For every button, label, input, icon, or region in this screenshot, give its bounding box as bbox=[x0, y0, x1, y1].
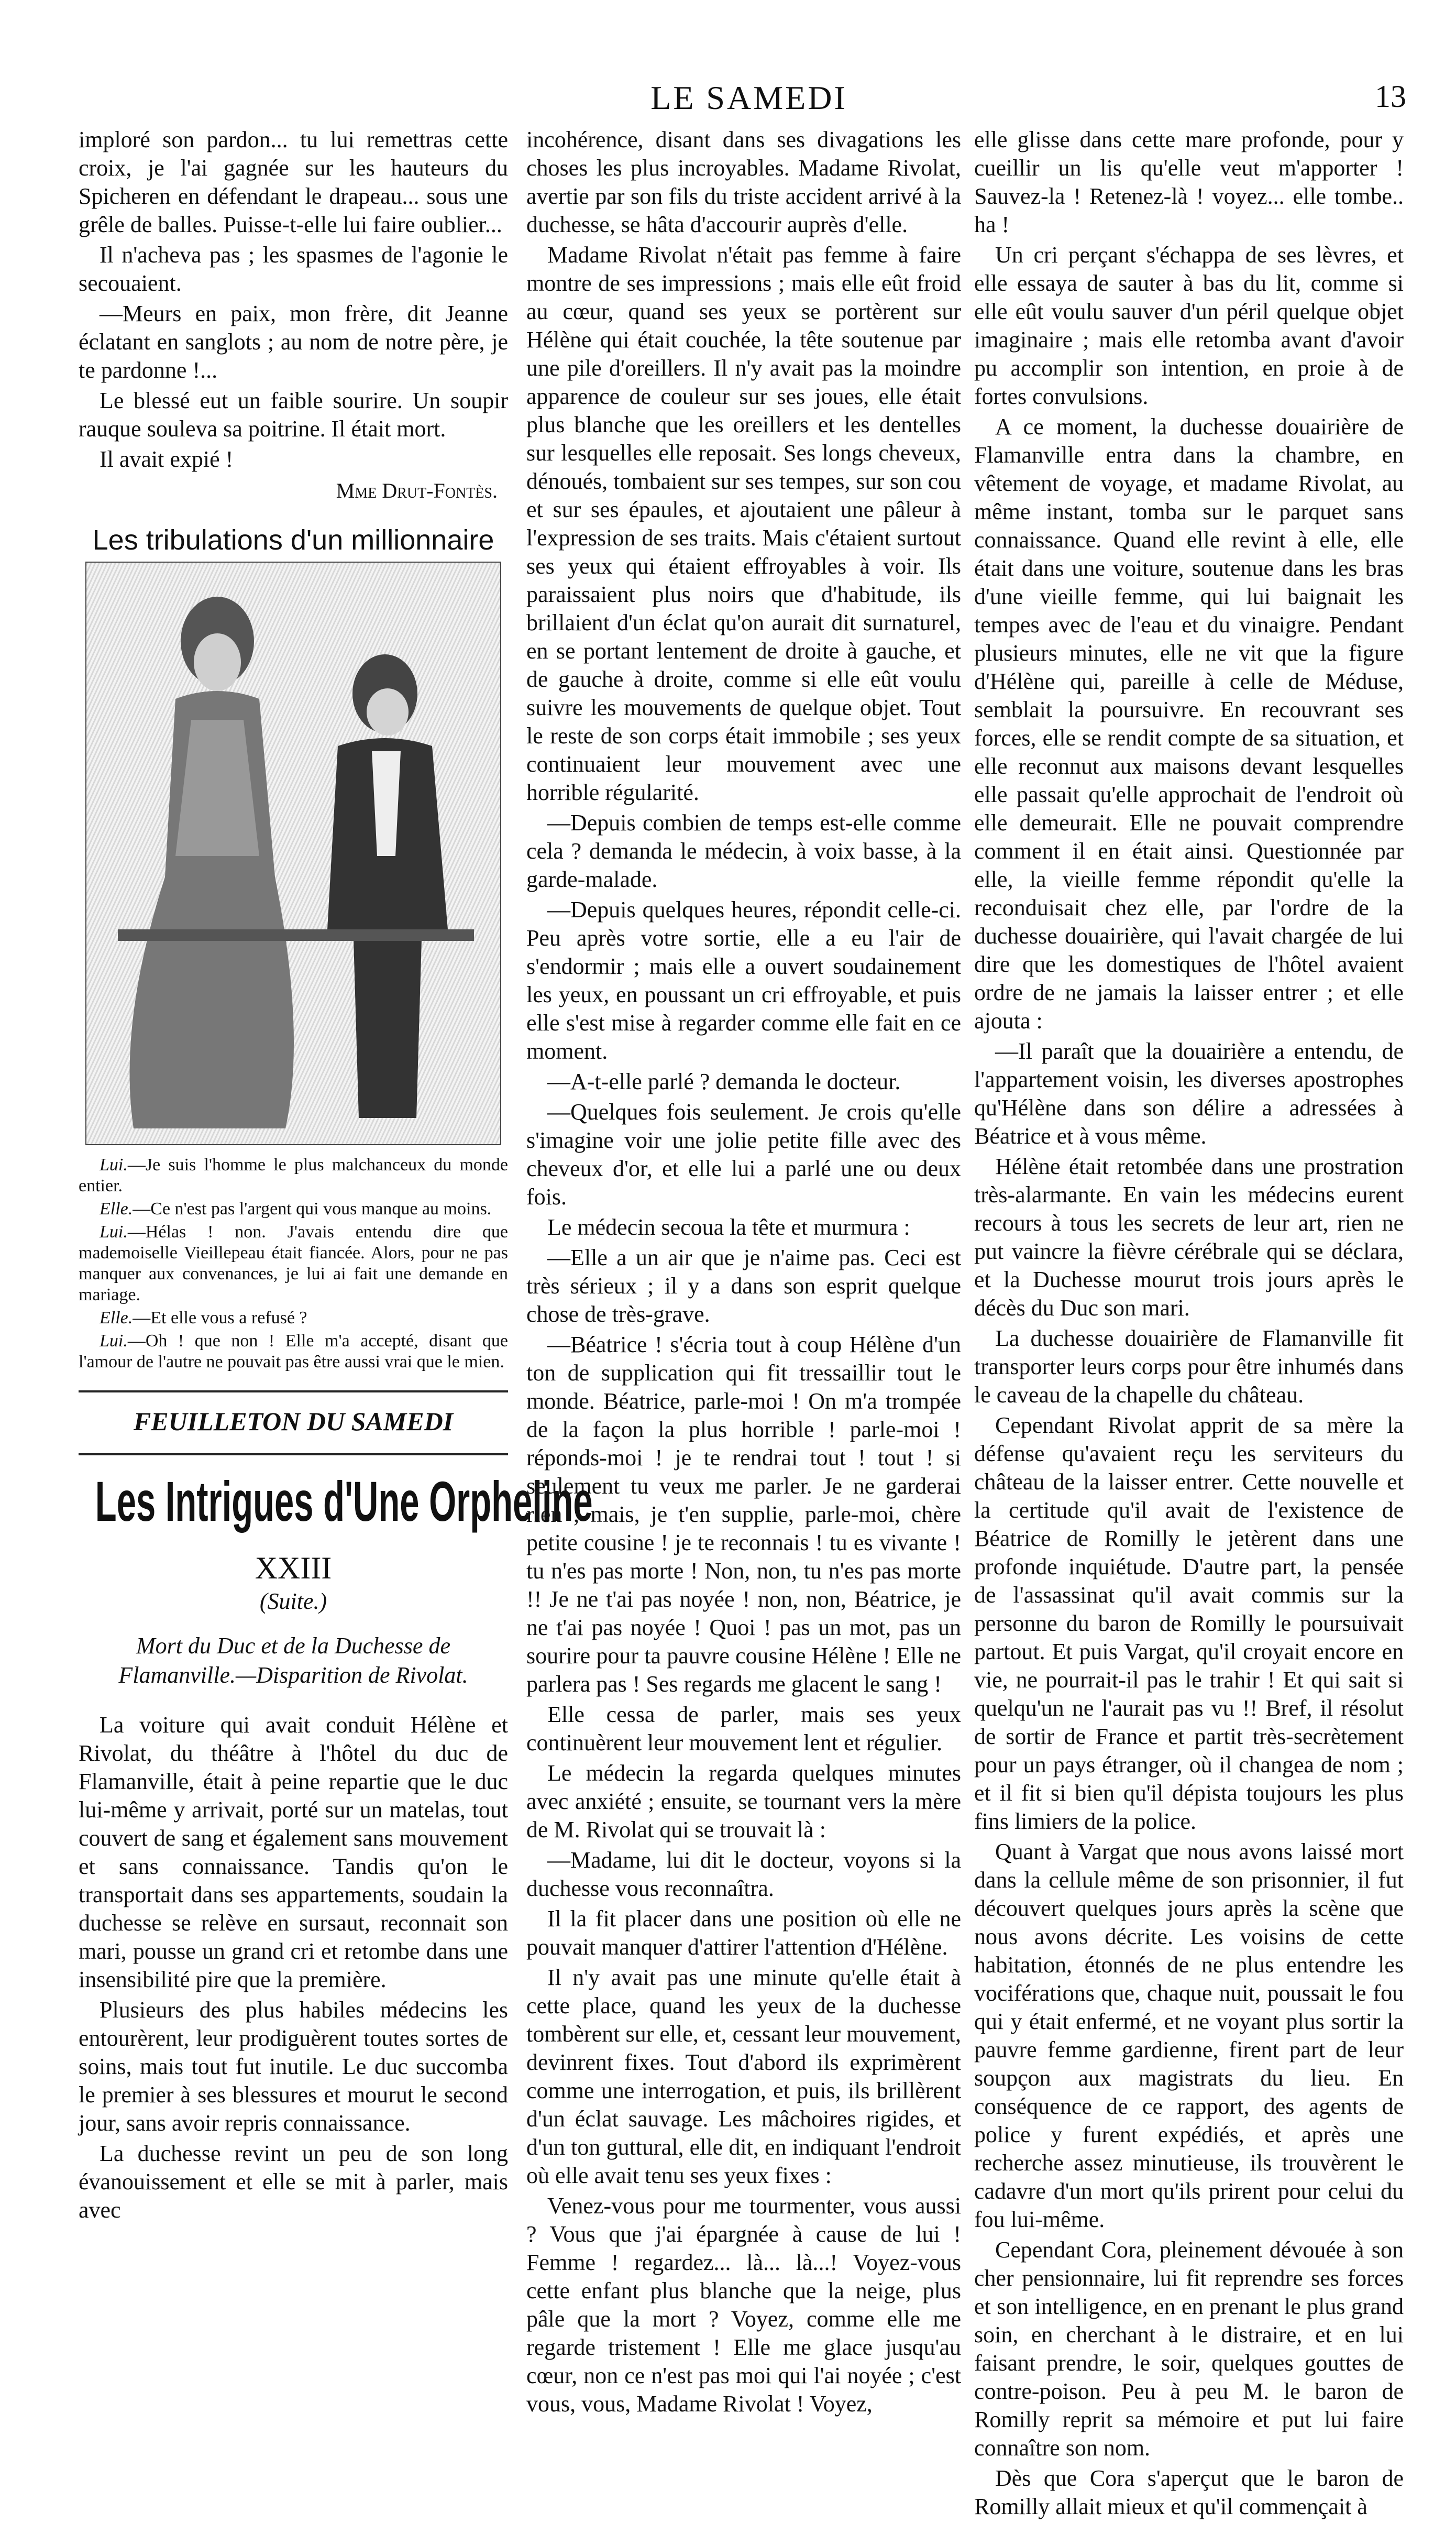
paragraph: —Depuis combien de temps est-elle comme cela ? demanda le médecin, à voix basse, à la garde-malade. bbox=[526, 810, 961, 892]
column-3 bbox=[974, 126, 1404, 2523]
caption-text: —Et elle vous a refusé ? bbox=[133, 1308, 307, 1328]
masthead: LE SAMEDI bbox=[650, 79, 847, 116]
paragraph: Un cri perçant s'échappa de ses lèvres, et elle essaya de sauter à bas du lit, comme si elle eût voulu sauver d'un péril quelque objet imaginaire ; mais elle retomba avant d'avoir pu accomplir son intention, en proie à de fortes convulsions. bbox=[974, 242, 1404, 409]
paragraph: La voiture qui avait conduit Hélène et Rivolat, du théâtre à l'hôtel du duc de Flamanville, était à peine repartie que le duc lui-même y arrivait, porté sur un matelas, tout couvert de sang et également sans mouvement et sans connaissance. Tandis qu'on le transportait dans ses appartements, soudain la duchesse se relève en sursaut, reconnait son mari, pousse un grand cri et retombe dans une insensibilité pire que la première. bbox=[79, 1712, 508, 1992]
paragraph: Cependant Rivolat apprit de sa mère la défense qu'avaient reçu les serviteurs du château de la laisser entrer. Cette nouvelle et la certitude qu'il avait de l'existence de Béatrice de Romilly le jetèrent dans une profonde inquiétude. D'autre part, la pensée de l'assassinat qu'il avait commis sur la personne du baron de Romilly le poursuivait partout. Et puis Vargat, qu'il croyait encore en vie, ne pourrait-il pas le trahir ! Et qui sait si quelqu'un ne l'aurait pas vu !! Bref, il résolut de sortir de France et partit très-secrètement pour un pays étranger, où il changea de nom ; et il fit si bien qu'il dépista toujours les plus fins limiers de la police. bbox=[974, 1412, 1404, 1834]
cartoon-caption bbox=[79, 1199, 508, 1220]
feuilleton-heading: FEUILLETON DU SAMEDI bbox=[133, 1407, 454, 1436]
paragraph: —Béatrice ! s'écria tout à coup Hélène d'un ton de supplication qui fit tressaillir tout le monde. Béatrice, parle-moi ! On m'a trompée de la façon la plus horrible ! parle-moi ! réponds-moi ! je te rendrai tout ! tout ! si seulement tu veux me parler. Je ne garderai rien ; mais, je t'en supplie, parle-moi, chère petite cousine ! je te reconnais ! tu es vivante ! tu n'es pas morte ! Non, non, tu n'es pas morte !! Je ne t'ai pas noyée ! non, non, Béatrice, je ne t'ai pas noyée ! Quoi ! pas un mot, pas un sourire pour ta pauvre cousine Hélène ! Elle ne parlera pas ! Ses regards me glacent le sang ! bbox=[526, 1332, 961, 1697]
chapter-number: XXIII bbox=[255, 1551, 332, 1585]
cartoon-caption bbox=[79, 1308, 508, 1329]
author-signature: Mme Drut-Fontès. bbox=[336, 479, 498, 502]
caption-speaker: Lui. bbox=[100, 1222, 128, 1242]
paragraph: Le médecin secoua la tête et murmura : bbox=[547, 1214, 910, 1240]
paragraph: imploré son pardon... tu lui remettras cette croix, je l'ai gagnée sur les hauteurs du Spicheren en défendant le drapeau... sous une grêle de balles. Puisse-t-elle lui faire oublier... bbox=[79, 127, 508, 237]
section-divider bbox=[79, 1390, 508, 1392]
paragraph: incohérence, disant dans ses divagations les choses les plus incroyables. Madame Rivolat, avertie par son fils du triste accident arrivé à la duchesse, se hâta d'accourir auprès d'elle. bbox=[526, 127, 961, 237]
cartoon-caption bbox=[79, 1222, 508, 1306]
paragraph: Il n'y avait pas une minute qu'elle était à cette place, quand les yeux de la duchesse tombèrent sur elle, et, cessant leur mouvement, devinrent fixes. Tout d'abord ils exprimèrent comme une interrogation, et puis, ils brillèrent d'un éclat sauvage. Les mâchoires rigides, et d'un ton guttural, elle dit, en indiquant l'endroit où elle avait tenu ses yeux fixes : bbox=[526, 1965, 961, 2188]
paragraph: Il avait expié ! bbox=[100, 446, 234, 472]
caption-speaker: Elle. bbox=[100, 1308, 133, 1328]
paragraph: Il n'acheva pas ; les spasmes de l'agonie le secouaient. bbox=[79, 242, 508, 296]
chapter-suite: (Suite.) bbox=[259, 1588, 327, 1614]
paragraph: La duchesse revint un peu de son long évanouissement et elle se mit à parler, mais avec bbox=[79, 2141, 508, 2223]
section-divider bbox=[79, 1453, 508, 1455]
cartoon-title: Les tribulations d'un millionnaire bbox=[92, 524, 494, 556]
caption-speaker: Elle. bbox=[100, 1199, 133, 1219]
running-head bbox=[0, 79, 1456, 120]
cartoon-caption bbox=[79, 1331, 508, 1373]
paragraph: Dès que Cora s'aperçut que le baron de Romilly allait mieux et qu'il commençait à bbox=[974, 2465, 1404, 2519]
paragraph: —Quelques fois seulement. Je crois qu'elle s'imagine voir une jolie petite fille avec des cheveux d'or, et elle lui a parlé une ou deux fois. bbox=[526, 1099, 961, 1210]
paragraph: Le médecin la regarda quelques minutes avec anxiété ; ensuite, se tournant vers la mère de M. Rivolat qui se trouvait là : bbox=[526, 1760, 961, 1842]
paragraph: Venez-vous pour me tourmenter, vous aussi ? Vous que j'ai épargnée à cause de lui ! Femme ! regardez... là... là...! Voyez-vous cette enfant plus blanche que la neige, plus pâle que la mort ? Voyez, comme elle me regarde tristement ! Elle me glace jusqu'au cœur, non ce n'est pas moi qui l'ai noyée ; c'est vous, vous, Madame Rivolat ! Voyez, bbox=[526, 2193, 961, 2417]
caption-speaker: Lui. bbox=[100, 1155, 128, 1175]
column-2 bbox=[526, 126, 961, 2420]
paragraph: Plusieurs des plus habiles médecins les entourèrent, leur prodiguèrent toutes sortes de soins, mais tout fut inutile. Le duc succomba le premier à ses blessures et mourut le second jour, sans avoir repris connaissance. bbox=[79, 1997, 508, 2136]
paragraph: Le blessé eut un faible sourire. Un soupir rauque souleva sa poitrine. Il était mort. bbox=[79, 388, 508, 442]
column-1 bbox=[79, 126, 593, 2226]
paragraph: —Depuis quelques heures, répondit celle-ci. Peu après votre sortie, elle a eu l'air de s'endormir ; mais elle a ouvert soudainement les yeux, en poussant un cri effroyable, et puis elle s'est mise à regarder comme elle fait en ce moment. bbox=[526, 897, 961, 1064]
caption-text: —Je suis l'homme le plus malchanceux du monde entier. bbox=[79, 1155, 508, 1195]
couple-engraving-image bbox=[86, 563, 500, 1144]
paragraph: Quant à Vargat que nous avons laissé mort dans la cellule même de son prisonnier, il fut découvert quelques jours après la scène que nous avons décrite. Les voisins de cette habitation, étonnés de ne plus entendre les vociférations que, chaque nuit, poussait le fou qui y était enfermé, et ne voyant plus sortir la pauvre femme gardienne, firent part de leur soupçon aux magistrats du lieu. En conséquence de ce rapport, des agents de police y furent expédiés, et après une recherche assez minutieuse, ils trouvèrent le cadavre d'un mort qu'ils prirent pour celui du fou lui-même. bbox=[974, 1839, 1404, 2232]
cartoon-illustration bbox=[85, 562, 501, 1145]
paragraph: Madame Rivolat n'était pas femme à faire montre de ses impressions ; mais elle eût froid au cœur, quand ses yeux se portèrent sur Hélène qui était couchée, la tête soutenue par une pile d'oreillers. Il n'y avait pas la moindre apparence de couleur sur ses joues, elle était plus blanche que les oreillers et les dentelles sur lesquelles elle reposait. Ses longs cheveux, dénoués, tombaient sur ses tempes, sur son cou et sur ses épaules, et ajoutaient une pâleur à l'expression de ses traits. Mais c'étaient surtout ses yeux qui étaient effroyables à voir. Ils paraissaient plus noirs que d'habitude, ils brillaient d'un éclat qu'on aurait dit surnaturel, en se portant lentement de droite à gauche, et de gauche à droite, comme si elle eût voulu suivre les mouvements de quelque objet. Tout le reste de son corps était immobile ; ses yeux continuaient leur mouvement avec une horrible régularité. bbox=[526, 242, 961, 805]
paragraph: elle glisse dans cette mare profonde, pour y cueillir un lis qu'elle veut m'apporter ! Sauvez-la ! Retenez-là ! voyez... elle tombe.. ha ! bbox=[974, 127, 1404, 237]
paragraph: Cependant Cora, pleinement dévouée à son cher pensionnaire, lui fit reprendre ses forces et son intelligence, en en prenant le plus grand soin, en cherchant à le distraire, et en lui faisant prendre, le soir, quelques gouttes de contre-poison. Peu à peu M. le baron de Romilly reprit sa mémoire et put lui faire connaître son nom. bbox=[974, 2237, 1404, 2461]
paragraph: —Elle a un air que je n'aime pas. Ceci est très sérieux ; il y a dans son esprit quelque chose de très-grave. bbox=[526, 1245, 961, 1327]
paragraph: Hélène était retombée dans une prostration très-alarmante. En vain les médecins eurent recours à tous les secrets de leur art, rien ne put vaincre la fièvre cérébrale qui se déclara, et la Duchesse mourut trois jours après le décès du Duc son mari. bbox=[974, 1154, 1404, 1321]
paragraph: —Meurs en paix, mon frère, dit Jeanne éclatant en sanglots ; au nom de notre père, je te pardonne !... bbox=[79, 301, 508, 383]
paragraph: —Madame, lui dit le docteur, voyons si la duchesse vous reconnaîtra. bbox=[526, 1847, 961, 1901]
page-number: 13 bbox=[1375, 79, 1406, 114]
paragraph: La duchesse douairière de Flamanville fit transporter leurs corps pour être inhumés dans le caveau de la chapelle du château. bbox=[974, 1325, 1404, 1408]
caption-text: —Ce n'est pas l'argent qui vous manque au moins. bbox=[133, 1199, 492, 1219]
caption-text: —Oh ! que non ! Elle m'a accepté, disant que l'amour de l'autre ne pouvait pas être aussi vrai que le mien. bbox=[79, 1331, 508, 1372]
caption-text: —Hélas ! non. J'avais entendu dire que mademoiselle Vieillepeau était fiancée. Alors, pour ne pas manquer aux convenances, je lui ai fait une demande en mariage. bbox=[79, 1222, 508, 1304]
paragraph: —A-t-elle parlé ? demanda le docteur. bbox=[547, 1069, 901, 1094]
caption-speaker: Lui. bbox=[100, 1331, 128, 1351]
paragraph: A ce moment, la duchesse douairière de Flamanville entra dans la chambre, en vêtement de voyage, et madame Rivolat, au même instant, tomba sur le parquet sans connaissance. Quand elle revint à elle, elle était dans une voiture, soutenue dans les bras d'une vieille femme, qui lui baignait les tempes avec de l'eau et du vinaigre. Pendant plusieurs minutes, elle ne vit que la figure d'Hélène qui, pareille à celle de Méduse, semblait la poursuivre. En recouvrant ses forces, elle se rendit compte de sa situation, et elle reconnut aux maisons devant lesquelles elle passait qu'elle approchait de l'endroit où elle demeurait. Elle ne pouvait comprendre comment il en était ainsi. Questionnée par elle, la vieille femme répondit qu'elle la reconduisait chez elle, par l'ordre de la duchesse douairière, qui l'avait chargée de lui dire que les domestiques de l'hôtel avaient ordre de ne jamais la laisser entrer ; et elle ajouta : bbox=[974, 414, 1404, 1034]
paragraph: Il la fit placer dans une position où elle ne pouvait manquer d'attirer l'attention d'Hélène. bbox=[526, 1906, 961, 1960]
cartoon-caption bbox=[79, 1155, 508, 1197]
serial-title: Les Intrigues d'Une Orpheline bbox=[95, 1469, 593, 1533]
paragraph: —Il paraît que la douairière a entendu, de l'appartement voisin, les diverses apostrophes qu'Hélène dans son délire a adressées à Béatrice et à vous même. bbox=[974, 1038, 1404, 1149]
chapter-subtitle: Mort du Duc et de la Duchesse de Flamanville.—Disparition de Rivolat. bbox=[118, 1633, 468, 1688]
paragraph: Elle cessa de parler, mais ses yeux continuèrent leur mouvement lent et régulier. bbox=[526, 1702, 961, 1756]
